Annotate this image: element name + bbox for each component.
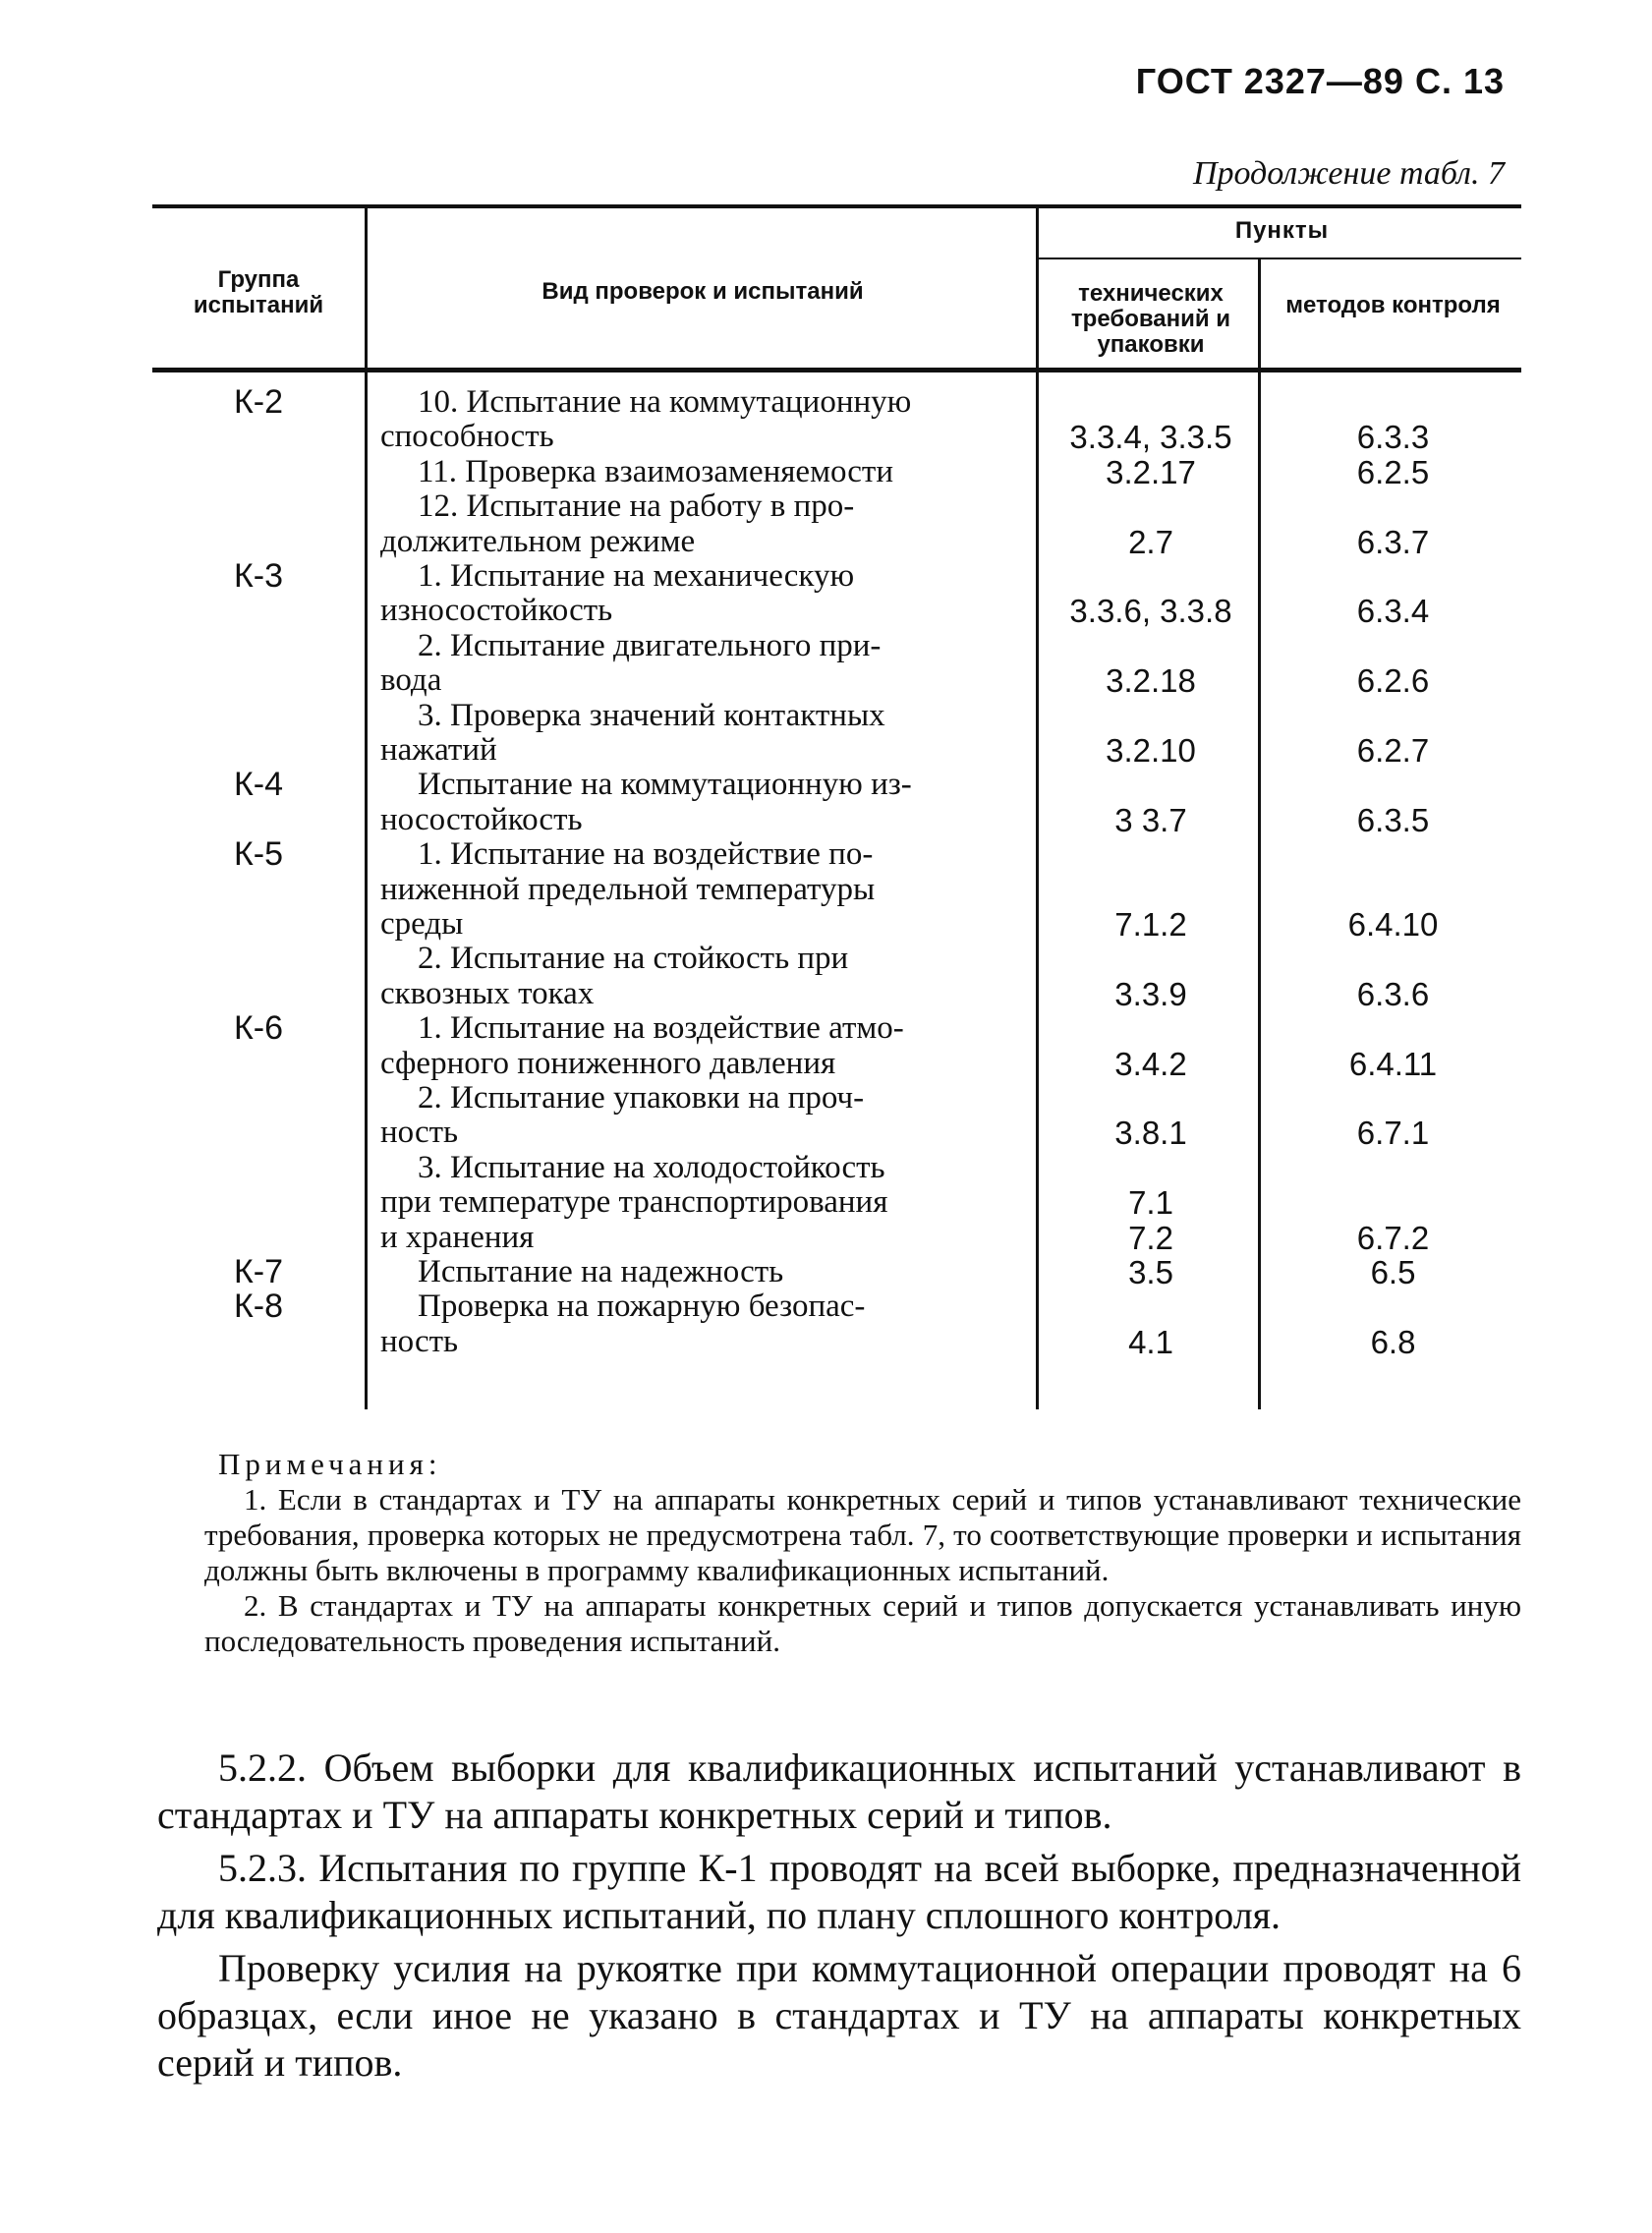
row-method-ref: 6.3.6 (1356, 975, 1430, 1012)
row-method-ref: 6.5 (1370, 1254, 1416, 1290)
row-test-line: 2. Испытание упаковки на проч- (418, 1080, 865, 1116)
notes-title: Примечания: (218, 1447, 442, 1481)
row-method-ref: 6.4.10 (1347, 905, 1439, 943)
header-bottom-rule (152, 368, 1521, 372)
header-group: Группа испытаний (193, 266, 324, 318)
row-test-line: 3. Проверка значений контактных (418, 697, 885, 733)
row-tech-ref: 3.2.17 (1106, 453, 1196, 490)
row-test-line: среды (380, 906, 464, 942)
row-test (380, 768, 1024, 837)
row-test-line: Проверка на пожарную безопас- (418, 1288, 866, 1325)
row-tech-ref: 3.2.10 (1106, 731, 1196, 769)
row-group: К-3 (233, 557, 284, 595)
row-group: К-2 (233, 383, 284, 421)
row-test-line: и хранения (380, 1219, 535, 1255)
row-test-line: носостойкость (380, 801, 583, 837)
row-tech-ref: 2.7 (1128, 523, 1173, 560)
row-test-line: способность (380, 419, 554, 455)
row-test-line: 11. Проверка взаимозаменяемости (418, 453, 894, 489)
row-test (380, 699, 1024, 769)
note-2: 2. В стандартах и ТУ на аппараты конкретных серий и типов допускается устанавливать иную последовательность проведения испытаний. (204, 1588, 1521, 1658)
row-tech-ref: 7.1 7.2 (1128, 1184, 1173, 1256)
row-test-line: нажатий (380, 732, 497, 768)
row-tech-ref: 3.3.4, 3.3.5 (1069, 419, 1232, 456)
row-test (380, 1255, 1024, 1289)
header-divider-1 (365, 208, 368, 370)
row-test (380, 942, 1024, 1011)
row-tech-ref: 3.4.2 (1114, 1045, 1187, 1082)
row-tech-ref: 3 3.7 (1114, 801, 1187, 838)
header-kind: Вид проверок и испытаний (541, 278, 864, 305)
row-test-line: Испытание на надежность (418, 1254, 784, 1289)
header-method: методов контроля (1285, 292, 1501, 318)
row-group: К-7 (233, 1253, 284, 1290)
row-test (380, 1151, 1024, 1255)
row-tech-ref: 3.5 (1128, 1254, 1173, 1290)
row-method-ref: 6.2.6 (1356, 662, 1430, 700)
table-continuation-label: Продолжение табл. 7 (1192, 155, 1505, 192)
row-test-line: 10. Испытание на коммутационную (418, 384, 912, 420)
points-subheader-rule (1039, 258, 1521, 259)
row-tech-ref: 3.2.18 (1106, 662, 1196, 700)
row-method-ref: 6.4.11 (1348, 1045, 1438, 1082)
row-test (380, 837, 1024, 942)
row-group: К-6 (233, 1009, 284, 1048)
table-7 (152, 204, 1521, 1413)
row-test-line: 3. Испытание на холодостойкость (418, 1149, 885, 1185)
row-test (380, 385, 1024, 455)
row-tech-ref: 4.1 (1128, 1323, 1173, 1360)
page-header: ГОСТ 2327—89 С. 13 (1135, 61, 1505, 101)
row-tech-ref: 7.1.2 (1114, 905, 1187, 943)
row-group: К-5 (233, 835, 284, 874)
header-points: Пункты (1234, 217, 1330, 244)
row-test-line: сферного пониженного давления (380, 1045, 836, 1081)
row-method-ref: 6.7.1 (1356, 1115, 1430, 1152)
row-test (380, 1289, 1024, 1359)
row-group: К-8 (233, 1288, 284, 1326)
row-test-line: Испытание на коммутационную из- (418, 767, 912, 803)
row-method-ref: 6.3.5 (1356, 801, 1430, 838)
row-test (380, 559, 1024, 629)
row-method-ref: 6.3.7 (1356, 523, 1430, 560)
row-test (380, 489, 1024, 559)
row-method-ref: 6.8 (1370, 1323, 1416, 1360)
header-divider-2 (1036, 208, 1039, 370)
row-test-line: сквозных токах (380, 975, 595, 1011)
row-test (380, 629, 1024, 699)
paragraph-handle-force: Проверку усилия на рукоятке при коммутационной операции проводят на 6 образцах, если иное не указано в стандартах и ТУ на аппараты конкретных серий и типов. (157, 1946, 1521, 2085)
row-method-ref: 6.2.7 (1356, 731, 1430, 769)
paragraph-5-2-2: 5.2.2. Объем выборки для квалификационных испытаний устанавливают в стандартах и ТУ на аппараты конкретных серий и типов. (157, 1746, 1521, 1837)
notes (204, 1447, 1521, 1659)
row-test-line: износостойкость (380, 593, 613, 629)
row-tech-ref: 3.3.9 (1114, 975, 1187, 1012)
row-test-line: ность (380, 1115, 459, 1151)
row-test-line: 1. Испытание на механическую (418, 558, 855, 594)
note-1: 1. Если в стандартах и ТУ на аппараты конкретных серий и типов устанавливают технические требования, проверка которых не предусмотрена табл. 7, то соответствующие проверки и испытания должны быть включены в программу квалификационных испытаний. (204, 1482, 1521, 1587)
row-method-ref: 6.7.2 (1356, 1219, 1430, 1256)
row-test-line: 1. Испытание на воздействие по- (418, 836, 874, 873)
row-test-line: должительном режиме (380, 523, 696, 559)
row-test-line: 2. Испытание на стойкость при (418, 941, 849, 977)
row-test-line: 12. Испытание на работу в про- (418, 488, 855, 525)
table-top-rule (152, 204, 1521, 208)
row-test-line: вода (380, 662, 442, 699)
row-test-line: 1. Испытание на воздействие атмо- (418, 1010, 904, 1047)
row-test (380, 1011, 1024, 1081)
row-tech-ref: 3.8.1 (1114, 1115, 1187, 1152)
body-divider-1 (365, 372, 368, 1409)
row-tech-ref: 3.3.6, 3.3.8 (1069, 593, 1232, 630)
row-test-line: 2. Испытание двигательного при- (418, 627, 882, 663)
paragraph-5-2-3: 5.2.3. Испытания по группе К-1 проводят на всей выборке, предназначенной для квалификационных испытаний, по плану сплошного контроля. (157, 1846, 1521, 1937)
row-test (380, 1081, 1024, 1151)
body-text (157, 1745, 1521, 2092)
row-test-line: ниженной предельной температуры (380, 871, 876, 907)
row-test (380, 455, 1024, 489)
row-test-line: ность (380, 1323, 459, 1359)
body-divider-2 (1036, 372, 1039, 1409)
row-method-ref: 6.3.4 (1356, 593, 1430, 630)
row-group: К-4 (233, 766, 284, 804)
row-method-ref: 6.3.3 (1356, 419, 1430, 456)
row-test-line: при температуре транспортирования (380, 1184, 888, 1221)
header-tech: технических требований и упаковки (1070, 280, 1231, 358)
row-method-ref: 6.2.5 (1356, 453, 1430, 490)
